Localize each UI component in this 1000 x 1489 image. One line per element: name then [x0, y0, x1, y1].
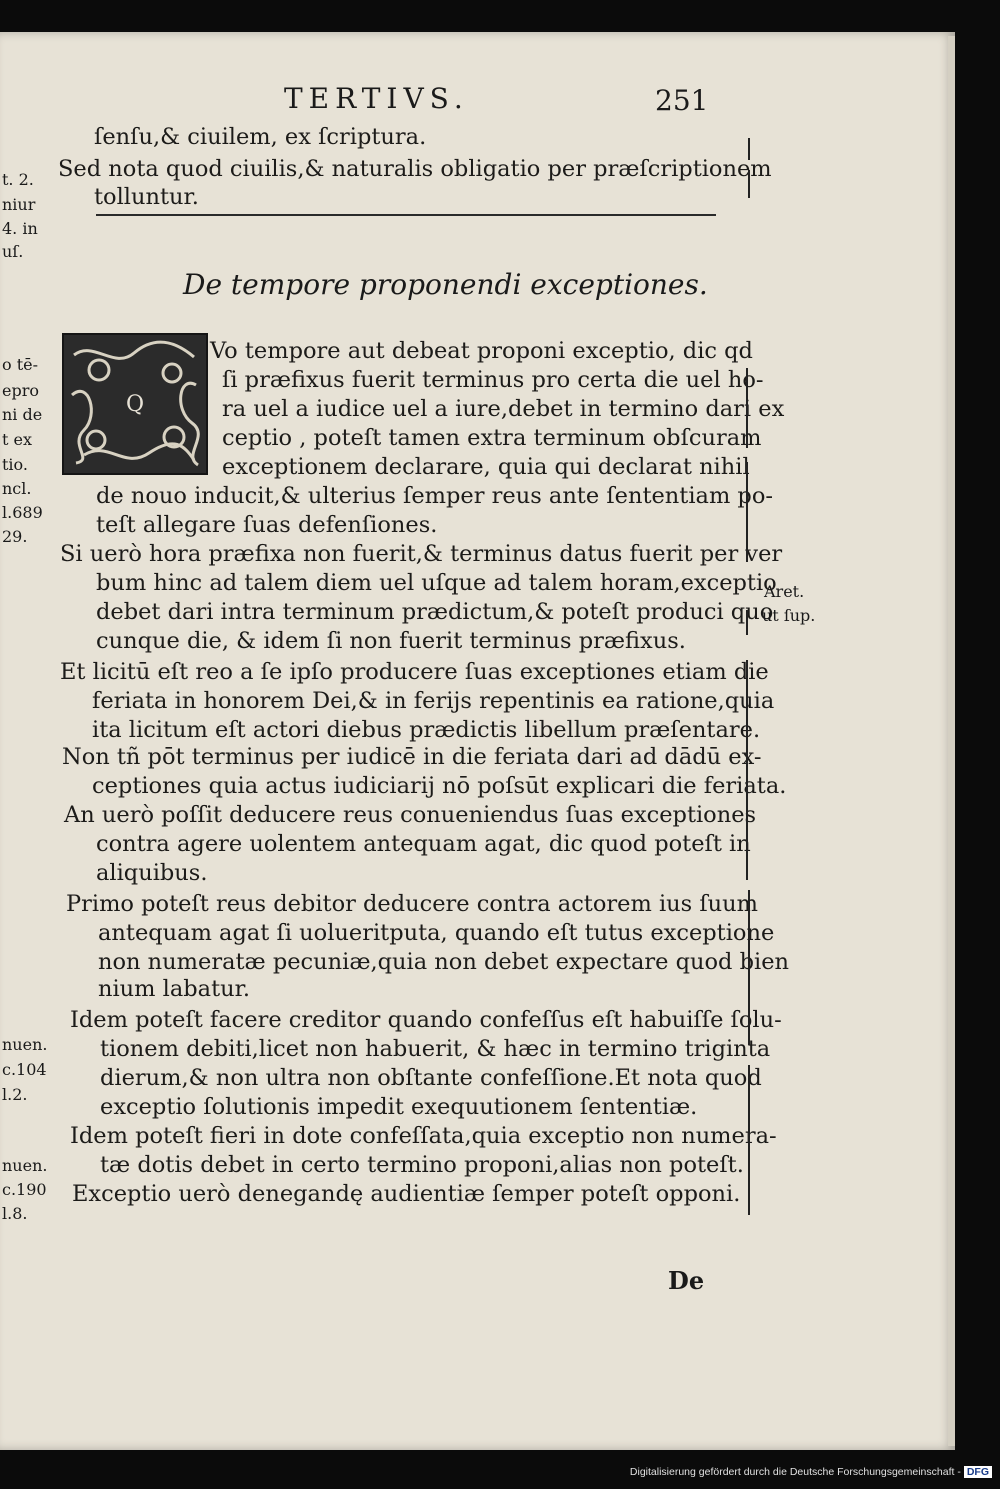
text-line: contra agere uolentem antequam agat, dic quod poteſt in — [96, 831, 751, 857]
text-line: ceptio , poteſt tamen extra terminum obſcuram — [222, 425, 762, 451]
margin-note: ni de — [2, 405, 43, 424]
margin-note-right: ut ſup. — [762, 606, 816, 625]
text-line: non numeratæ pecuniæ,quia non debet expectare quod bien — [98, 949, 789, 975]
text-line: aliquibus. — [96, 860, 208, 886]
text-line: exceptio ſolutionis impedit exequutionem ſententiæ. — [100, 1094, 698, 1120]
margin-bracket — [748, 170, 750, 198]
section-heading: De tempore proponendi exceptiones. — [183, 268, 708, 301]
catchword: De — [668, 1266, 705, 1295]
margin-note: c.190 — [2, 1180, 47, 1199]
text-line: de nouo inducit,& ulterius ſemper reus ante ſententiam po- — [96, 483, 773, 509]
text-line: Idem poteſt fieri in dote confeſſata,quia exceptio non numera- — [70, 1123, 777, 1149]
margin-note: nuen. — [2, 1035, 48, 1054]
footer-text: Digitalisierung gefördert durch die Deutsche Forschungsgemeinschaft - — [629, 1466, 961, 1478]
margin-note: t. 2. — [2, 170, 34, 189]
text-line: dierum,& non ultra non obſtante confeſſione.Et nota quod — [100, 1065, 762, 1091]
margin-note: nuen. — [2, 1156, 48, 1175]
text-line: teſt allegare ſuas defenſiones. — [96, 512, 438, 538]
text-line: debet dari intra terminum prædictum,& poteſt produci quo — [96, 599, 774, 625]
text-line: An uerò poſſit deducere reus conueniendus ſuas exceptiones — [64, 802, 757, 828]
margin-note: tio. — [2, 455, 28, 474]
margin-bracket — [746, 610, 748, 635]
horizontal-rule — [96, 214, 716, 216]
text-line: tionem debiti,licet non habuerit, & hæc in termino triginta — [100, 1036, 771, 1062]
margin-note: o tē- — [2, 355, 39, 374]
footer-credit — [630, 1466, 992, 1478]
text-line: Sed nota quod ciuilis,& naturalis obligatio per præſcriptionem — [58, 156, 772, 182]
margin-bracket — [746, 660, 748, 880]
margin-bracket — [746, 462, 748, 562]
text-line: Idem poteſt facere creditor quando confeſſus eſt habuiſſe ſolu- — [70, 1007, 782, 1033]
text-line: tæ dotis debet in certo termino proponi,alias non poteſt. — [100, 1152, 744, 1178]
text-line: Primo poteſt reus debitor deducere contra actorem ius ſuum — [66, 891, 758, 917]
margin-note: uſ. — [2, 242, 24, 261]
running-head: TERTIVS. — [284, 82, 469, 115]
text-line: ita licitum eſt actori diebus prædictis libellum præſentare. — [92, 717, 761, 743]
text-line: Vo tempore aut debeat proponi exceptio, dic qd — [210, 338, 753, 364]
text-line: nium labatur. — [98, 976, 251, 1002]
text-line: Et licitū eſt reo a ſe ipſo producere ſuas exceptiones etiam die — [60, 659, 769, 685]
page-edge — [948, 36, 955, 1446]
text-line: bum hinc ad talem diem uel uſque ad talem horam,exceptio — [96, 570, 777, 596]
text-line: ra uel a iudice uel a iure,debet in termino dari ex — [222, 396, 785, 422]
text-line: exceptionem declarare, quia qui declarat nihil — [222, 454, 750, 480]
text-line: ſenſu,& ciuilem, ex ſcriptura. — [94, 124, 427, 150]
text-line: ſi præfixus fuerit terminus pro certa die uel ho- — [222, 367, 764, 393]
text-line: Exceptio uerò denegandę audientiæ ſemper poteſt opponi. — [72, 1181, 741, 1207]
margin-note: 29. — [2, 527, 28, 546]
margin-bracket — [746, 368, 748, 448]
margin-note-right: Aret. — [764, 582, 805, 601]
margin-note: l.2. — [2, 1085, 28, 1104]
margin-note: ncl. — [2, 479, 32, 498]
margin-note: c.104 — [2, 1060, 47, 1079]
decorated-initial — [62, 333, 208, 475]
margin-note: t ex — [2, 430, 33, 449]
text-line: feriata in honorem Dei,& in ferijs repentinis ea ratione,quia — [92, 688, 775, 714]
text-line: Non tñ pōt terminus per iudicē in die feriata dari ad dādū ex- — [62, 744, 762, 770]
text-line: tolluntur. — [94, 184, 199, 210]
text-line: Si uerò hora præfixa non fuerit,& terminus datus fuerit per ver — [60, 541, 783, 567]
text-line: ceptiones quia actus iudiciarij nō poſsūt explicari die feriata. — [92, 773, 787, 799]
dfg-logo: DFG — [964, 1466, 992, 1478]
margin-note: niur — [2, 195, 36, 214]
text-line: antequam agat ſi uolueritputa, quando eſt tutus exceptione — [98, 920, 775, 946]
page-number: 251 — [655, 84, 709, 117]
margin-bracket — [748, 138, 750, 160]
margin-note: epro — [2, 381, 39, 400]
initial-letter: Q — [125, 391, 145, 417]
margin-bracket — [748, 1065, 750, 1215]
text-line: cunque die, & idem ſi non fuerit terminus præfixus. — [96, 628, 686, 654]
margin-note: l.8. — [2, 1204, 28, 1223]
margin-note: l.689 — [2, 503, 43, 522]
margin-bracket — [748, 890, 750, 1045]
margin-note: 4. in — [2, 219, 38, 238]
